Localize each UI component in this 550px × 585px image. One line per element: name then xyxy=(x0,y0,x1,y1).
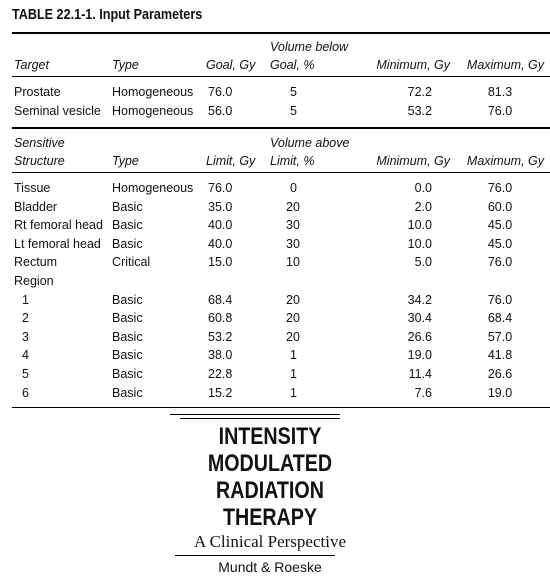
column-header-goal-pct: Goal, % xyxy=(270,58,315,72)
cell-min: 7.6 xyxy=(414,385,432,400)
cell-type: Basic xyxy=(112,218,143,233)
cell-type: Basic xyxy=(112,329,143,344)
book-title-line: RADIATION xyxy=(216,477,324,504)
cell-min: 53.2 xyxy=(407,103,432,118)
cell-type: Basic xyxy=(112,236,143,251)
cell-min: 5.0 xyxy=(414,255,432,270)
cell-name: Rectum xyxy=(14,255,58,270)
cell-max: 60.0 xyxy=(487,199,513,214)
header-top-cell: Volume above xyxy=(270,136,350,150)
book-title xyxy=(188,423,352,531)
cell-limit: 35.0 xyxy=(208,199,233,214)
table-row xyxy=(12,291,550,310)
cell-type: Basic xyxy=(112,292,143,307)
column-header-maximum: Maximum, Gy xyxy=(466,154,544,168)
cell-min: 2.0 xyxy=(414,199,432,214)
cell-name: Rt femoral head xyxy=(14,218,103,233)
cell-name: Region xyxy=(14,274,54,289)
bottom-rule xyxy=(12,407,550,408)
cell-pct: 10 xyxy=(286,255,300,270)
table-title: TABLE 22.1-1. Input Parameters xyxy=(12,6,203,23)
cell-limit: 15.0 xyxy=(208,255,233,270)
header-top-cell: Volume below xyxy=(270,40,349,54)
cell-limit: 68.4 xyxy=(208,292,233,307)
cell-name: Bladder xyxy=(14,199,58,214)
cell-goal: 56.0 xyxy=(208,103,233,118)
cell-pct: 20 xyxy=(286,329,300,344)
cell-type: Homogeneous xyxy=(112,181,194,196)
cell-limit xyxy=(198,272,268,291)
cell-name: 5 xyxy=(22,366,29,381)
header-top-cell: Sensitive xyxy=(14,136,65,150)
cell-name: 3 xyxy=(22,329,29,344)
cell-max: 76.0 xyxy=(487,103,513,118)
column-header-goal-gy: Goal, Gy xyxy=(206,58,256,72)
column-header-maximum: Maximum, Gy xyxy=(466,58,544,72)
column-header-limit-pct: Limit, % xyxy=(270,154,315,168)
cell-type: Basic xyxy=(112,348,143,363)
cell-limit: 40.0 xyxy=(208,218,233,233)
table-row xyxy=(12,272,550,291)
cell-name: Tissue xyxy=(14,181,51,196)
header-top-cell xyxy=(366,132,458,150)
cell-limit: 22.8 xyxy=(208,366,233,381)
structure-table xyxy=(12,179,550,402)
cell-name: Prostate xyxy=(14,85,61,100)
cell-min: 10.0 xyxy=(407,218,432,233)
table-row xyxy=(12,83,550,102)
cell-name: Seminal vesicle xyxy=(14,103,101,118)
book-title-line: THERAPY xyxy=(222,504,318,531)
cell-max xyxy=(458,272,550,291)
cover-rule-bottom xyxy=(175,555,335,556)
table-row xyxy=(12,365,550,384)
cell-max: 45.0 xyxy=(487,218,513,233)
cell-pct: 5 xyxy=(290,103,297,118)
cell-max: 81.3 xyxy=(487,85,513,100)
cell-max: 45.0 xyxy=(487,236,513,251)
cell-limit: 15.2 xyxy=(208,385,233,400)
cell-pct: 0 xyxy=(290,181,297,196)
cell-pct: 20 xyxy=(286,199,300,214)
cell-type: Basic xyxy=(112,199,143,214)
header-top-cell xyxy=(198,132,268,150)
top-rule xyxy=(12,32,550,34)
cover-rule-second xyxy=(180,418,340,419)
cell-type: Critical xyxy=(112,255,151,270)
cell-pct xyxy=(268,272,366,291)
cell-pct: 1 xyxy=(290,385,297,400)
cell-min: 10.0 xyxy=(407,236,432,251)
cell-type: Basic xyxy=(112,385,143,400)
cell-max: 57.0 xyxy=(487,329,513,344)
column-header-type: Type xyxy=(112,154,139,168)
cell-max: 19.0 xyxy=(487,385,513,400)
table-row xyxy=(12,346,550,365)
header-top-cell xyxy=(458,132,550,150)
column-header-type: Type xyxy=(112,58,139,72)
header-top-cell xyxy=(12,36,112,54)
cell-name: Lt femoral head xyxy=(14,236,101,251)
cell-max: 76.0 xyxy=(487,292,513,307)
table-row xyxy=(12,198,550,217)
table-row xyxy=(12,328,550,347)
cell-min: 26.6 xyxy=(407,329,432,344)
book-subtitle: A Clinical Perspective xyxy=(193,532,347,551)
column-header-structure: Structure xyxy=(14,154,65,168)
table-row xyxy=(12,384,550,403)
cell-limit: 60.8 xyxy=(208,311,233,326)
target-table xyxy=(12,83,550,120)
column-header-minimum: Minimum, Gy xyxy=(376,154,450,168)
header-top-cell xyxy=(112,132,198,150)
cell-pct: 30 xyxy=(286,218,300,233)
cell-pct: 30 xyxy=(286,236,300,251)
table-row xyxy=(12,309,550,328)
table-row xyxy=(12,102,550,121)
header-top-cell xyxy=(198,36,268,54)
cell-name: 1 xyxy=(22,292,29,307)
cell-limit: 38.0 xyxy=(208,348,233,363)
book-authors: Mundt & Roeske xyxy=(218,559,322,575)
book-title-line: INTENSITY xyxy=(218,423,322,450)
cell-min: 34.2 xyxy=(407,292,432,307)
cell-pct: 1 xyxy=(290,348,297,363)
structure-header xyxy=(12,132,550,168)
header-top-cell xyxy=(112,36,198,54)
cell-pct: 20 xyxy=(286,292,300,307)
cell-min: 72.2 xyxy=(407,85,432,100)
cover-rule-top xyxy=(170,414,340,415)
table-row xyxy=(12,235,550,254)
cell-pct: 20 xyxy=(286,311,300,326)
cell-max: 76.0 xyxy=(487,255,513,270)
column-header-limit-gy: Limit, Gy xyxy=(206,154,256,168)
cell-max: 26.6 xyxy=(487,366,513,381)
cell-min: 11.4 xyxy=(408,366,432,381)
cell-pct: 5 xyxy=(290,85,297,100)
cell-limit: 40.0 xyxy=(208,236,233,251)
cell-max: 76.0 xyxy=(487,181,513,196)
cell-type: Basic xyxy=(112,311,143,326)
cell-limit: 53.2 xyxy=(208,329,233,344)
table-row xyxy=(12,253,550,272)
section-rule xyxy=(12,127,550,129)
cell-min: 0.0 xyxy=(414,181,432,196)
cell-min xyxy=(366,272,458,291)
column-header-minimum: Minimum, Gy xyxy=(376,58,450,72)
target-header xyxy=(12,36,550,72)
cell-pct: 1 xyxy=(290,366,297,381)
cell-type: Homogeneous xyxy=(112,85,194,100)
cell-name: 4 xyxy=(22,348,29,363)
cell-type xyxy=(112,272,198,291)
cell-max: 68.4 xyxy=(487,311,513,326)
cell-max: 41.8 xyxy=(487,348,513,363)
cell-name: 6 xyxy=(22,385,29,400)
cell-min: 19.0 xyxy=(407,348,432,363)
cell-type: Basic xyxy=(112,366,143,381)
header-top-cell xyxy=(366,36,458,54)
book-title-line: MODULATED xyxy=(207,450,333,477)
header-top-cell xyxy=(458,36,550,54)
cell-limit: 76.0 xyxy=(208,181,233,196)
table-row xyxy=(12,179,550,198)
header-rule xyxy=(12,76,550,77)
cell-goal: 76.0 xyxy=(208,85,233,100)
cell-name: 2 xyxy=(22,311,29,326)
cell-min: 30.4 xyxy=(407,311,432,326)
table-row xyxy=(12,216,550,235)
column-header-target: Target xyxy=(14,58,49,72)
cell-type: Homogeneous xyxy=(112,103,194,118)
header-rule xyxy=(12,172,550,173)
